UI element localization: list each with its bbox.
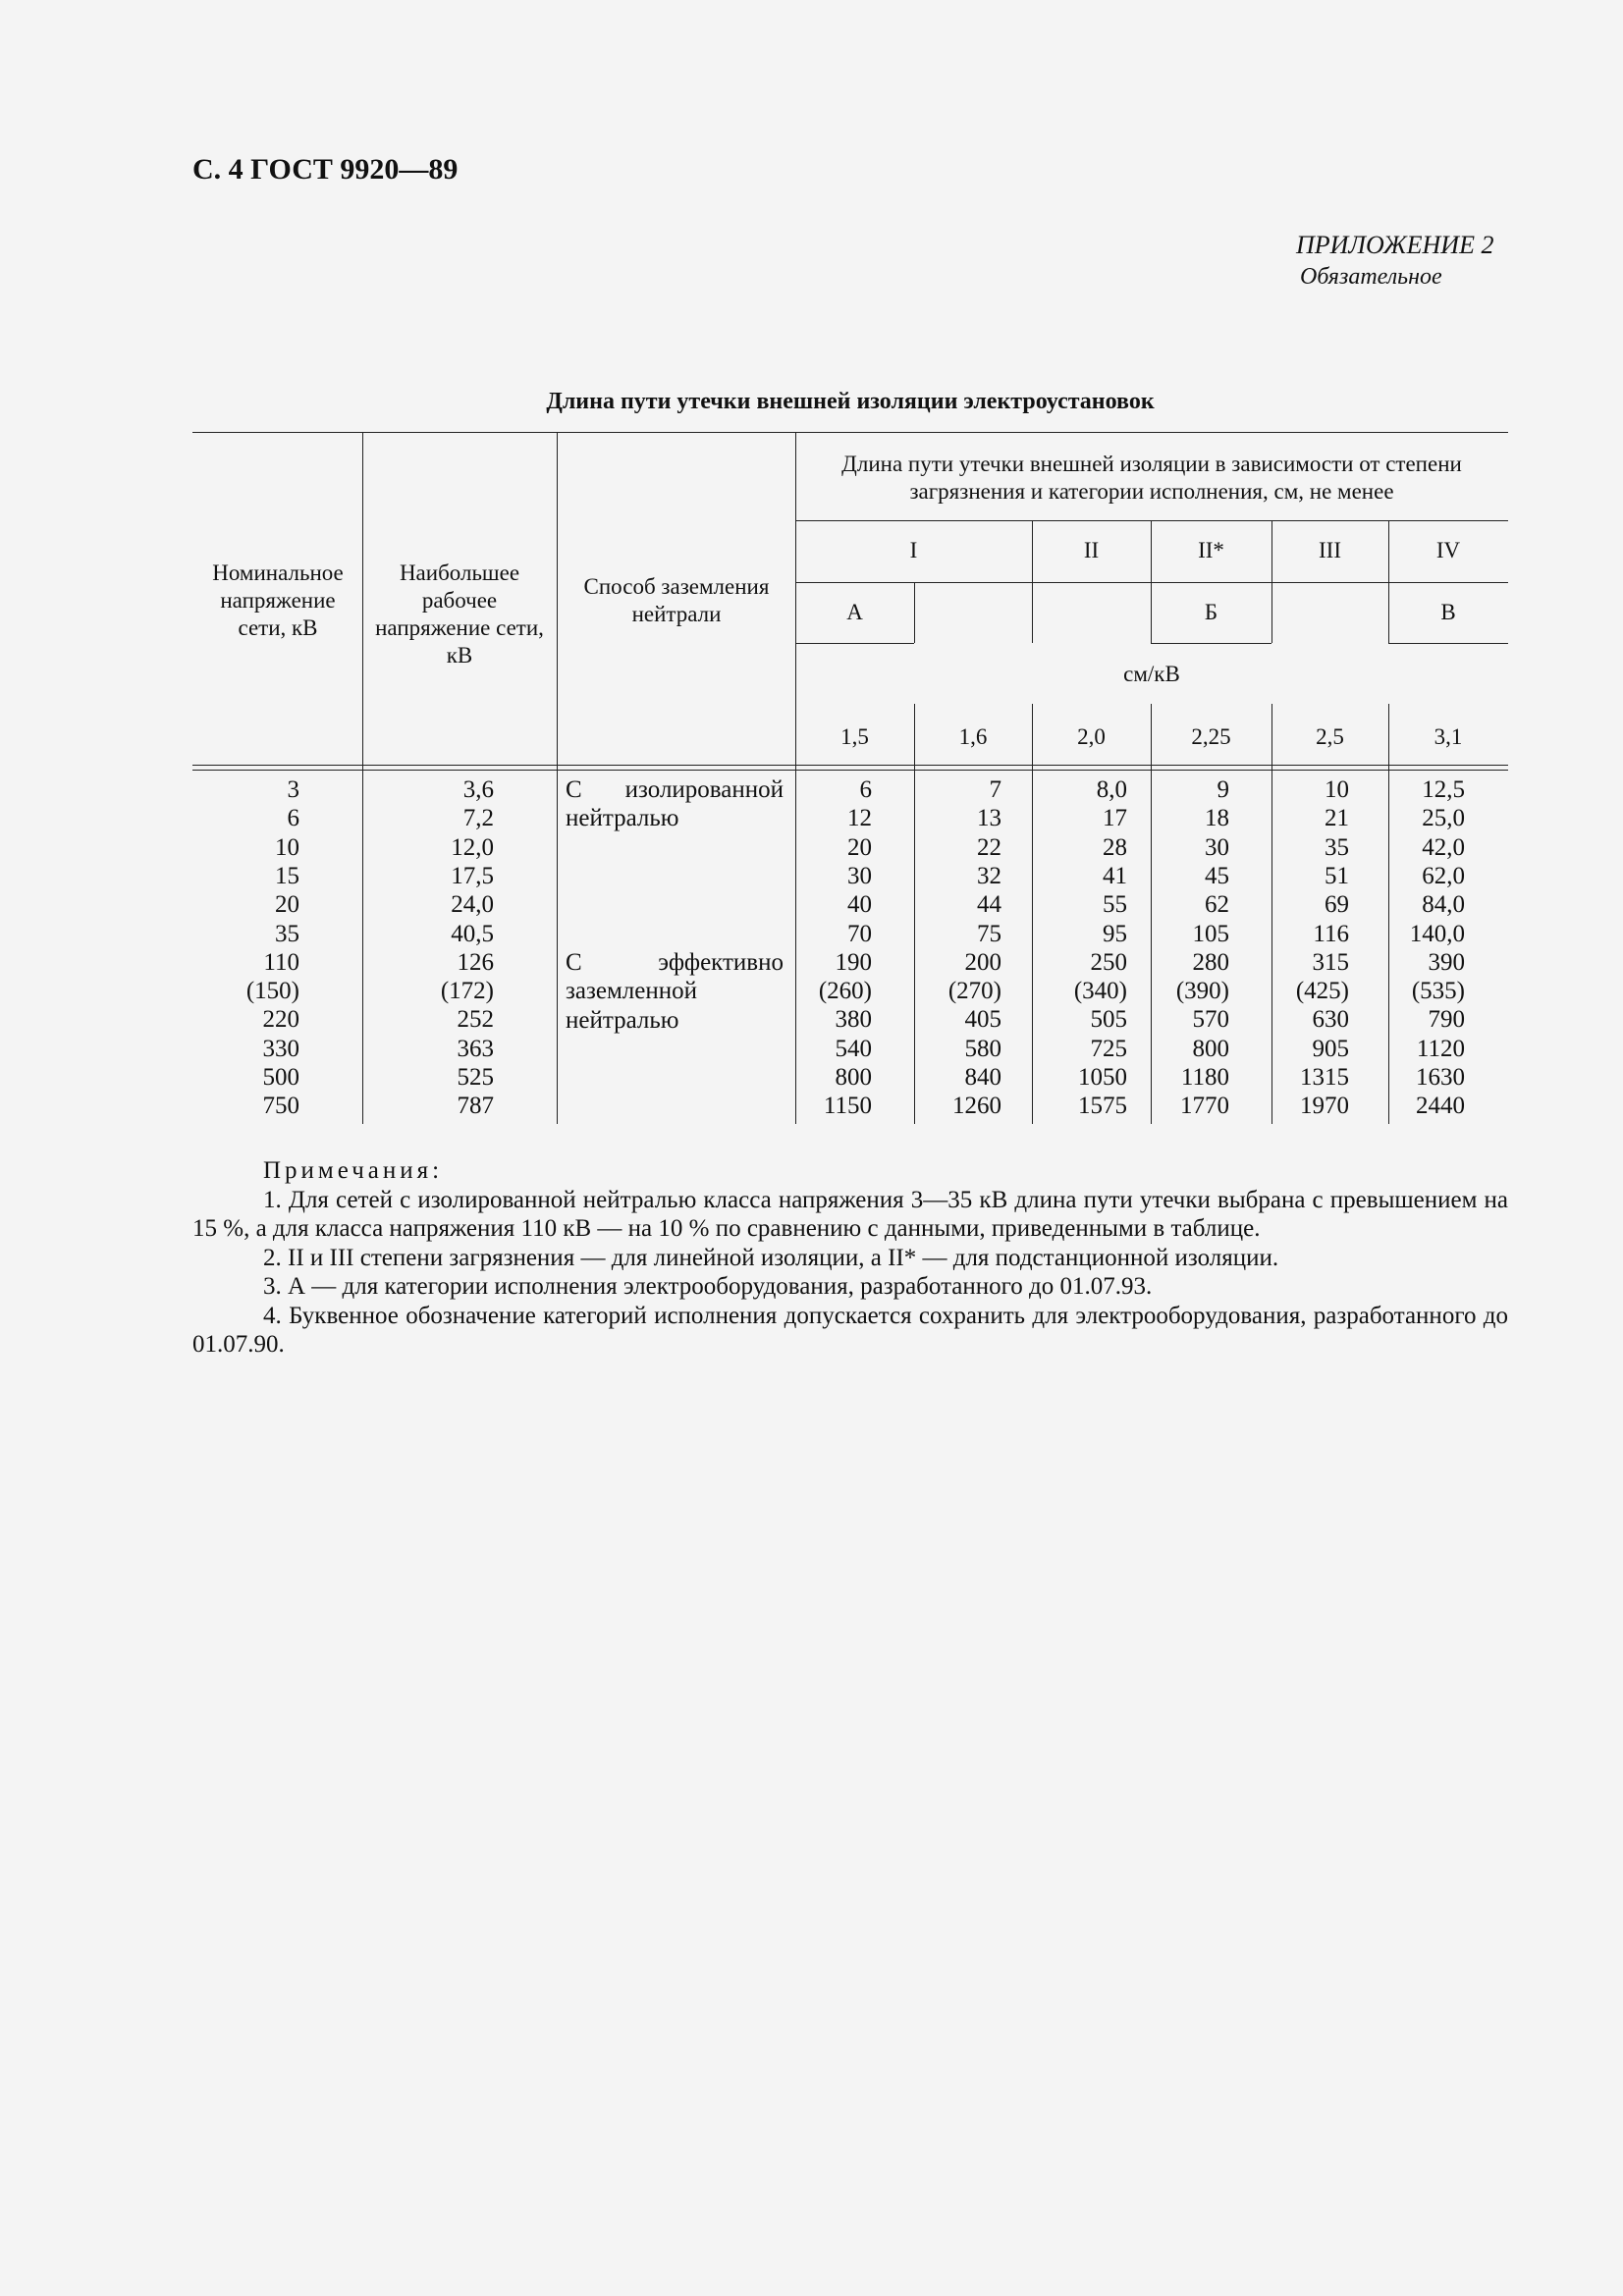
specific-length: 3,1	[1434, 724, 1463, 749]
table-title: Длина пути утечки внешней изоляции электроустановок	[546, 389, 1155, 414]
cell-leakage-value: 280	[1192, 948, 1229, 976]
cell-nominal-voltage: (150)	[245, 978, 299, 1005]
cell-nominal-voltage: 110	[263, 948, 299, 976]
cell-nominal-voltage: 330	[262, 1035, 299, 1062]
cell-leakage-value: 570	[1192, 1006, 1229, 1034]
header-nominal-voltage: Номинальное напряжение сети, кВ	[212, 561, 344, 640]
cell-leakage-value: 12	[847, 805, 872, 832]
cell-leakage-value: 840	[964, 1064, 1001, 1091]
header-grounding: Способ заземления нейтрали	[583, 574, 770, 626]
cell-leakage-value: 380	[835, 1006, 872, 1034]
category-V: В	[1440, 600, 1456, 624]
cell-leakage-value: 40	[847, 891, 872, 919]
cell-leakage-value: 8,0	[1096, 776, 1127, 803]
cell-leakage-value: 190	[835, 948, 872, 976]
cell-leakage-value: 1260	[952, 1093, 1001, 1120]
specific-length: 1,5	[840, 724, 869, 749]
cell-leakage-value: 580	[964, 1035, 1001, 1062]
cell-leakage-value: (260)	[818, 978, 872, 1005]
cell-leakage-value: 21	[1325, 805, 1349, 832]
cell-leakage-value: 22	[977, 833, 1001, 861]
cell-nominal-voltage: 750	[262, 1093, 299, 1120]
specific-length: 1,6	[958, 724, 988, 749]
cell-leakage-value: (425)	[1295, 978, 1349, 1005]
cell-leakage-value: 505	[1090, 1006, 1127, 1034]
cell-leakage-value: 18	[1205, 805, 1229, 832]
note-item: 3. А — для категории исполнения электрооборудования, разработанного до 01.07.93.	[263, 1273, 1153, 1300]
cell-nominal-voltage: 220	[262, 1006, 299, 1034]
grounding-isolated: С изолированной нейтралью	[566, 776, 784, 832]
cell-leakage-value: 30	[1205, 833, 1229, 861]
notes-title: Примечания:	[263, 1157, 444, 1184]
cell-leakage-value: 70	[847, 920, 872, 947]
cell-nominal-voltage: 15	[275, 862, 299, 889]
cell-leakage-value: 32	[977, 862, 1001, 889]
note-item: 4. Буквенное обозначение категорий исполнения допускается сохранить для электрооборудования, разработанного до 01.07.90.	[192, 1302, 1508, 1358]
cell-leakage-value: 41	[1103, 862, 1127, 889]
cell-leakage-value: 800	[835, 1064, 872, 1091]
cell-leakage-value: 405	[964, 1006, 1001, 1034]
cell-leakage-value: 55	[1103, 891, 1127, 919]
cell-leakage-value: 540	[835, 1035, 872, 1062]
degree-III: III	[1319, 538, 1341, 562]
grounding-effective: С эффективно заземленной нейтралью	[566, 949, 784, 1034]
cell-leakage-value: 30	[847, 862, 872, 889]
cell-leakage-value: (535)	[1411, 978, 1465, 1005]
cell-leakage-value: 28	[1103, 833, 1127, 861]
cell-max-voltage: (172)	[440, 978, 494, 1005]
cell-leakage-value: 13	[977, 805, 1001, 832]
notes	[192, 1156, 1508, 1360]
note-item: 2. II и III степени загрязнения — для линейной изоляции, а II* — для подстанционной изоляции.	[263, 1244, 1279, 1271]
cell-leakage-value: (340)	[1073, 978, 1127, 1005]
cell-leakage-value: 1150	[823, 1093, 872, 1120]
cell-leakage-value: 35	[1325, 833, 1349, 861]
cell-leakage-value: 1970	[1300, 1093, 1349, 1120]
cell-leakage-value: 84,0	[1422, 891, 1465, 919]
cell-max-voltage: 40,5	[451, 920, 494, 947]
cell-leakage-value: 315	[1312, 948, 1349, 976]
note-item: 1. Для сетей с изолированной нейтралью класса напряжения 3—35 кВ длина пути утечки выбрана с превышением на 15 %, а для класса напряжения 110 кВ — на 10 % по сравнению с данными, приведенными в таблице.	[192, 1186, 1508, 1242]
degree-I: I	[909, 538, 918, 562]
cell-max-voltage: 24,0	[451, 891, 494, 919]
cell-leakage-value: 25,0	[1422, 805, 1465, 832]
cell-leakage-value: 1180	[1180, 1064, 1229, 1091]
cell-leakage-value: 44	[977, 891, 1001, 919]
cell-max-voltage: 7,2	[462, 805, 494, 832]
cell-max-voltage: 252	[457, 1006, 494, 1034]
cell-leakage-value: 20	[847, 833, 872, 861]
cell-leakage-value: 1630	[1416, 1064, 1465, 1091]
cell-nominal-voltage: 35	[275, 920, 299, 947]
cell-leakage-value: 200	[964, 948, 1001, 976]
cell-leakage-value: 75	[977, 920, 1001, 947]
cell-leakage-value: 905	[1312, 1035, 1349, 1062]
cell-leakage-value: 10	[1325, 776, 1349, 803]
cell-leakage-value: 7	[989, 776, 1001, 803]
cell-leakage-value: 116	[1313, 920, 1349, 947]
cell-leakage-value: 95	[1103, 920, 1127, 947]
cell-nominal-voltage: 500	[262, 1064, 299, 1091]
category-B: Б	[1204, 600, 1218, 624]
appendix-status: Обязательное	[1300, 264, 1442, 290]
specific-length: 2,25	[1191, 724, 1231, 749]
degree-IV: IV	[1435, 538, 1461, 562]
cell-leakage-value: 2440	[1416, 1093, 1465, 1120]
cell-leakage-value: 62	[1205, 891, 1229, 919]
cell-max-voltage: 3,6	[462, 776, 494, 803]
specific-length: 2,0	[1077, 724, 1106, 749]
cell-leakage-value: 69	[1325, 891, 1349, 919]
cell-leakage-value: 51	[1325, 862, 1349, 889]
category-A: А	[846, 600, 863, 624]
cell-leakage-value: 1315	[1300, 1064, 1349, 1091]
cell-leakage-value: 390	[1428, 948, 1465, 976]
cell-leakage-value: 9	[1217, 776, 1229, 803]
cell-leakage-value: 105	[1192, 920, 1229, 947]
cell-leakage-value: 800	[1192, 1035, 1229, 1062]
appendix-title: ПРИЛОЖЕНИЕ 2	[1296, 231, 1494, 259]
cell-leakage-value: 140,0	[1409, 920, 1465, 947]
cell-max-voltage: 525	[457, 1064, 494, 1091]
cell-leakage-value: 1050	[1078, 1064, 1127, 1091]
unit-label: см/кВ	[1123, 662, 1180, 686]
cell-max-voltage: 787	[457, 1093, 494, 1120]
degree-II: II	[1083, 538, 1100, 562]
cell-max-voltage: 17,5	[451, 862, 494, 889]
cell-leakage-value: 42,0	[1422, 833, 1465, 861]
cell-leakage-value: 1575	[1078, 1093, 1127, 1120]
cell-leakage-value: 630	[1312, 1006, 1349, 1034]
cell-leakage-value: 17	[1103, 805, 1127, 832]
cell-leakage-value: (390)	[1175, 978, 1229, 1005]
cell-max-voltage: 126	[457, 948, 494, 976]
cell-leakage-value: 250	[1090, 948, 1127, 976]
cell-nominal-voltage: 6	[287, 805, 299, 832]
specific-length: 2,5	[1316, 724, 1344, 749]
cell-leakage-value: 6	[859, 776, 872, 803]
page-header: С. 4 ГОСТ 9920—89	[192, 153, 459, 186]
appendix-label	[1296, 230, 1493, 293]
cell-nominal-voltage: 20	[275, 891, 299, 919]
header-max-voltage: Наибольшее рабочее напряжение сети, кВ	[375, 561, 544, 667]
cell-leakage-value: 790	[1428, 1006, 1465, 1034]
cell-leakage-value: (270)	[947, 978, 1001, 1005]
cell-leakage-value: 725	[1090, 1035, 1127, 1062]
cell-leakage-value: 45	[1205, 862, 1229, 889]
cell-nominal-voltage: 3	[287, 776, 299, 803]
cell-max-voltage: 12,0	[451, 833, 494, 861]
cell-max-voltage: 363	[457, 1035, 494, 1062]
cell-leakage-value: 1120	[1416, 1035, 1465, 1062]
header-leakage-length: Длина пути утечки внешней изоляции в зависимости от степени загрязнения и категории исполнения, см, не менее	[841, 452, 1462, 504]
cell-leakage-value: 1770	[1180, 1093, 1229, 1120]
cell-leakage-value: 62,0	[1422, 862, 1465, 889]
cell-leakage-value: 12,5	[1422, 776, 1465, 803]
degree-II-star: II*	[1198, 538, 1224, 562]
cell-nominal-voltage: 10	[275, 833, 299, 861]
